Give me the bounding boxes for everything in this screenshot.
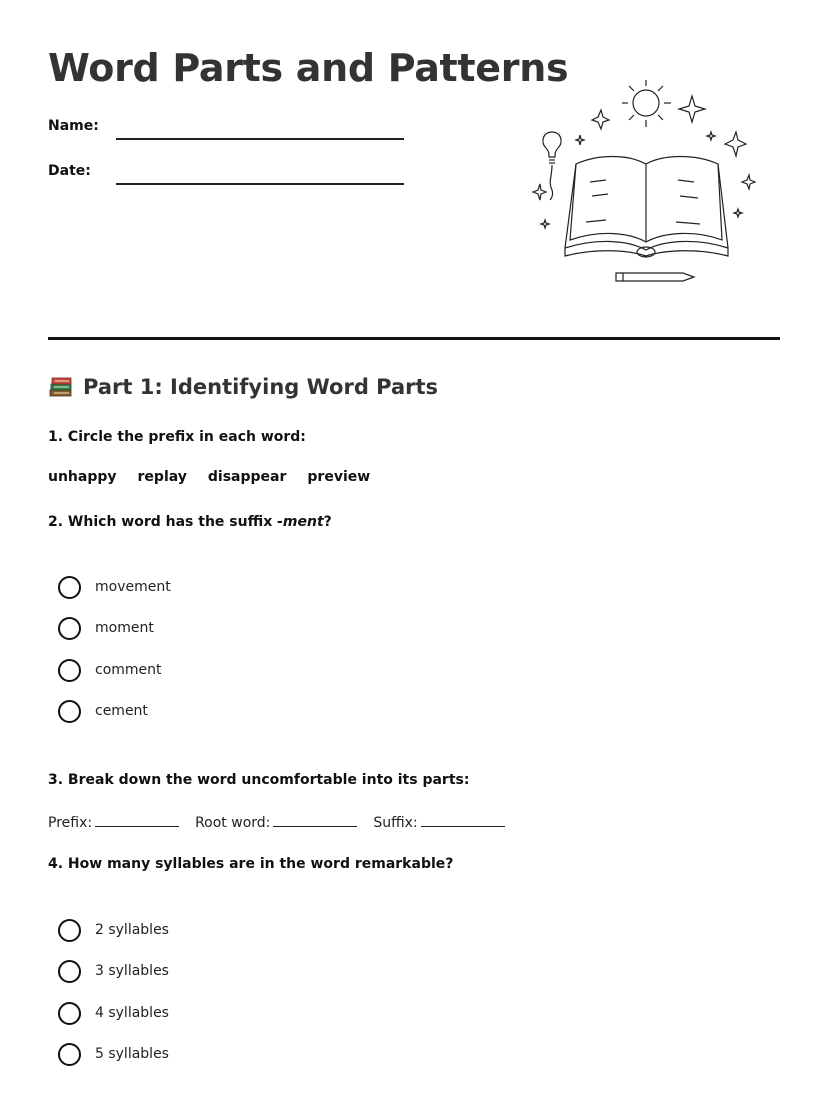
- root-label: Root word:: [195, 815, 271, 831]
- radio-button[interactable]: [58, 960, 81, 983]
- word-item[interactable]: disappear: [207, 469, 287, 485]
- lightbulb-icon: [543, 132, 561, 200]
- part1-title-text: Part 1: Identifying Word Parts: [83, 375, 439, 399]
- option-label: 2 syllables: [95, 922, 169, 938]
- option-label: movement: [95, 579, 171, 595]
- radio-button[interactable]: [58, 1002, 81, 1025]
- option-label: 5 syllables: [95, 1046, 169, 1062]
- question-3: 3. Break down the word uncomfortable into its parts:: [48, 772, 470, 788]
- pencil-icon: [616, 273, 694, 281]
- prefix-word-list: [48, 469, 370, 485]
- suffix-emphasis: -ment: [277, 514, 324, 530]
- date-label: Date:: [48, 163, 91, 179]
- option-label: moment: [95, 620, 154, 636]
- page-title: Word Parts and Patterns: [48, 46, 569, 90]
- prefix-label: Prefix:: [48, 815, 93, 831]
- date-field[interactable]: [116, 183, 404, 185]
- radio-button[interactable]: [58, 576, 81, 599]
- q4-option[interactable]: [58, 918, 169, 942]
- word-item[interactable]: replay: [137, 469, 187, 485]
- question-2-end: ?: [323, 514, 332, 530]
- section-divider: [48, 337, 780, 340]
- option-label: comment: [95, 662, 162, 678]
- radio-button[interactable]: [58, 700, 81, 723]
- open-book-icon: [565, 157, 728, 258]
- word-item[interactable]: unhappy: [48, 469, 117, 485]
- name-field[interactable]: [116, 138, 404, 140]
- question-4: 4. How many syllables are in the word remarkable?: [48, 856, 454, 872]
- part1-title: [48, 375, 438, 399]
- q2-option[interactable]: [58, 658, 162, 682]
- question-2: [48, 514, 332, 530]
- option-label: 3 syllables: [95, 963, 169, 979]
- option-label: 4 syllables: [95, 1005, 169, 1021]
- q4-option[interactable]: [58, 1001, 169, 1025]
- name-label: Name:: [48, 118, 99, 134]
- q2-option[interactable]: [58, 616, 154, 640]
- question-1: 1. Circle the prefix in each word:: [48, 429, 306, 445]
- open-book-illustration: [528, 72, 764, 288]
- suffix-field-group: [373, 812, 504, 831]
- q2-option[interactable]: [58, 575, 171, 599]
- q2-option[interactable]: [58, 699, 148, 723]
- sun-icon: [622, 80, 671, 127]
- word-parts-row: [48, 812, 505, 831]
- root-field-group: [195, 812, 357, 831]
- question-2-text: 2. Which word has the suffix: [48, 514, 278, 530]
- radio-button[interactable]: [58, 919, 81, 942]
- prefix-blank[interactable]: [95, 812, 179, 827]
- prefix-field-group: [48, 812, 179, 831]
- root-blank[interactable]: [273, 812, 357, 827]
- suffix-blank[interactable]: [421, 812, 505, 827]
- q4-option[interactable]: [58, 959, 169, 983]
- word-item[interactable]: preview: [307, 469, 371, 485]
- option-label: cement: [95, 703, 148, 719]
- radio-button[interactable]: [58, 617, 81, 640]
- radio-button[interactable]: [58, 1043, 81, 1066]
- q4-option[interactable]: [58, 1042, 169, 1066]
- radio-button[interactable]: [58, 659, 81, 682]
- books-icon: [48, 375, 74, 399]
- suffix-label: Suffix:: [373, 815, 418, 831]
